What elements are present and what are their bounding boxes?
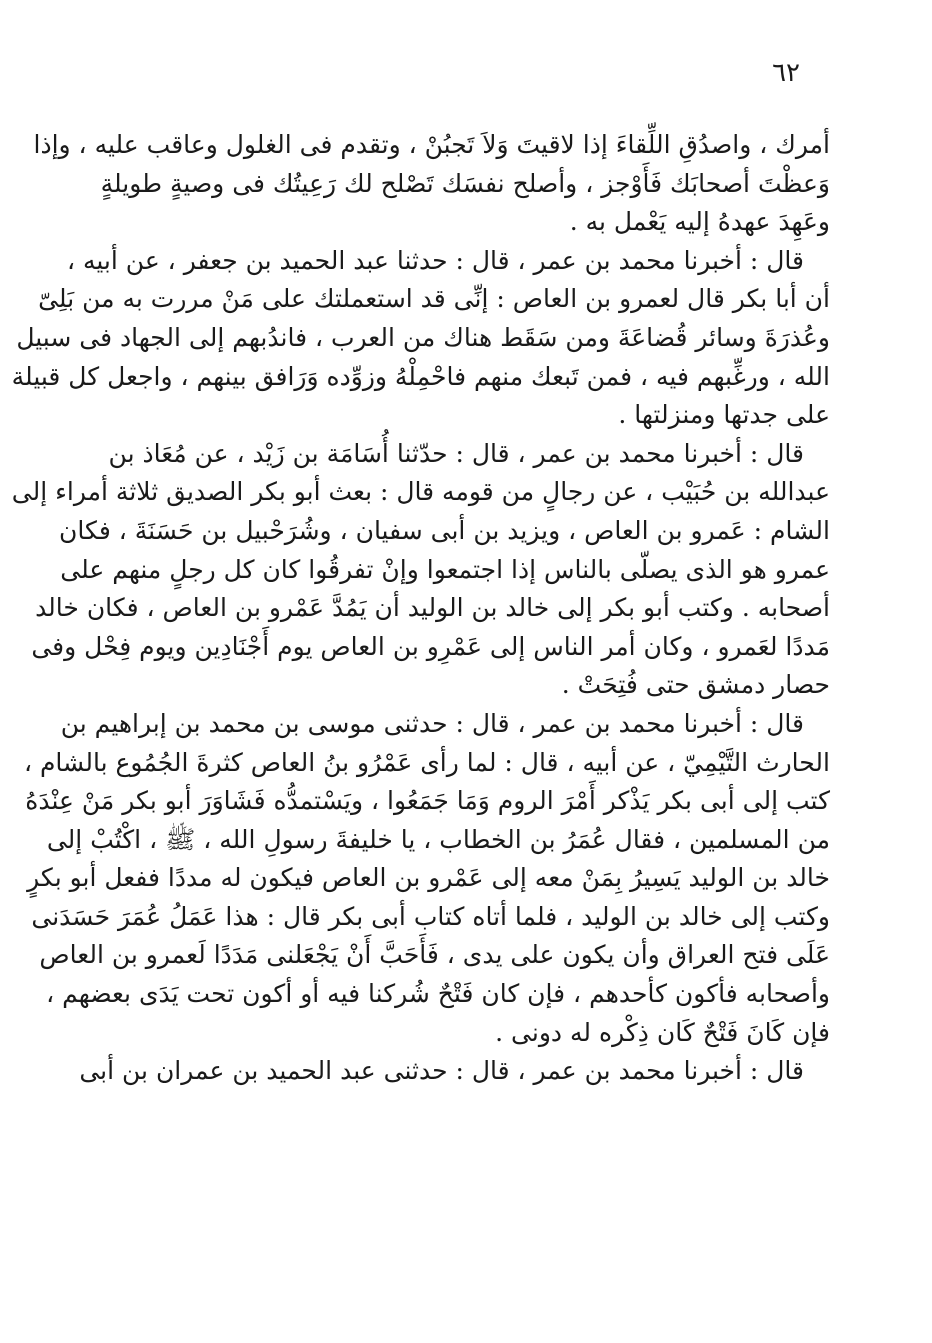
- text-line: الحارث التَّيْمِيّ ، عن أبيه ، قال : لما رأى عَمْرُو بنُ العاص كثرةَ الجُمُوع بالشام ،: [23, 747, 830, 777]
- text-line: الشام : عَمرو بن العاص ، ويزيد بن أبى سفيان ، وشُرَحْبيل بن حَسَنَةَ ، فكان: [59, 515, 830, 545]
- text-line: أمرك ، واصدُقِ اللِّقاءَ إذا لاقيتَ وَلاَ تَجبُنْ ، وتقدم فى الغلول وعاقب عليه ، وإذا: [33, 130, 830, 159]
- text-line: أصحابه . وكتب أبو بكر إلى خالد بن الوليد أن يَمُدَّ عَمْرو بن العاص ، فكان خالد: [35, 593, 830, 623]
- text-line: من المسلمين ، فقال عُمَرُ بن الخطاب ، يا خليفةَ رسولِ الله ، ﷺ ، اكْتُبْ إلى: [46, 824, 830, 854]
- paragraph-5: [79, 1052, 830, 1091]
- text-line: وَعظْتَ أصحابَك فَأَوْجز ، وأصلح نفسَك تَصْلح لك رَعِيتُك فى وصيةٍ طويلةٍ: [100, 168, 830, 198]
- text-line: قال : أخبرنا محمد بن عمر ، قال : حدثنا عبد الحميد بن جعفر ، عن أبيه ،: [66, 245, 804, 275]
- text-line: الله ، ورغِّبهم فيه ، فمن تَبعك منهم فاحْمِلْهُ وزوِّده وَرَافق بينهم ، واجعل كل قبيلة: [11, 361, 830, 391]
- text-line: حصار دمشق حتى فُتِحَتْ .: [561, 670, 830, 700]
- text-line: عمرو هو الذى يصلّى بالناس إذا اجتمعوا وإنْ تفرقُوا كان كل رجلٍ منهم على: [60, 554, 830, 584]
- text-line: قال : أخبرنا محمد بن عمر ، قال : حدّثنا أُسَامَة بن زَيْد ، عن مُعَاذ بن: [108, 438, 804, 468]
- text-line: خالد بن الوليد يَسِيرُ بِمَنْ معه إلى عَمْرو بن العاص فيكون له مددًا ففعل أبو بكرٍ: [27, 863, 830, 893]
- text-line: وكتب إلى خالد بن الوليد ، فلما أتاه كتاب أبى بكر قال : هذا عَمَلُ عُمَرَ حَسَدَنى: [31, 901, 830, 931]
- text-line: عَلَى فتح العراق وأن يكون على يدى ، فَأَحَبَّ أَنْ يَجْعَلنى مَدَدًا لَعمرو بن العاص: [39, 940, 830, 970]
- text-line: قال : أخبرنا محمد بن عمر ، قال : حدثنى عبد الحميد بن عمران بن أبى: [79, 1056, 804, 1086]
- text-line: كتب إلى أبى بكر يَذْكر أَمْرَ الروم وَمَا جَمَعُوا ، ويَسْتمدُّه فَشَاوَرَ أبو بكر مَنْ عِنْدَهُ: [25, 786, 830, 816]
- paragraph-1: [33, 126, 830, 242]
- body-text: [11, 126, 830, 1091]
- text-line: عبدالله بن حُبَيْب ، عن رجالٍ من قومه قال : بعث أبو بكر الصديق ثلاثة أمراء إلى: [11, 477, 830, 507]
- text-line: قال : أخبرنا محمد بن عمر ، قال : حدثنى موسى بن محمد بن إبراهيم بن: [60, 708, 804, 738]
- paragraph-4: [23, 705, 830, 1052]
- text-line: على جدتها ومنزلتها .: [618, 400, 830, 430]
- text-line: مَددًا لعَمرو ، وكان أمر الناس إلى عَمْرِو بن العاص يوم أَجْنَادِين ويوم فِحْل وفى: [31, 631, 830, 661]
- paragraph-3: [11, 435, 830, 705]
- text-line: فإن كَانَ فَتْحٌ كَان ذِكْره له دونى .: [495, 1017, 830, 1047]
- text-line: وعُذرَةَ وسائر قُضاعَةَ ومن سَقَط هناك من العرب ، فاندُبهم إلى الجهاد فى سبيل: [16, 322, 830, 352]
- paragraph-2: [11, 242, 830, 435]
- text-line: أن أبا بكر قال لعمرو بن العاص : إنِّى قد استعملتك على مَنْ مررت به من بَلِىّ: [38, 284, 830, 314]
- text-line: وأصحابه فأكون كأحدهم ، فإن كان فَتْحٌ شُركنا فيه أو أكون تحت يَدَى بعضهم ،: [46, 979, 830, 1009]
- page-number: ٦٢: [772, 58, 800, 88]
- text-line: وعَهِدَ عهدهُ إليه يَعْمل به .: [569, 207, 830, 237]
